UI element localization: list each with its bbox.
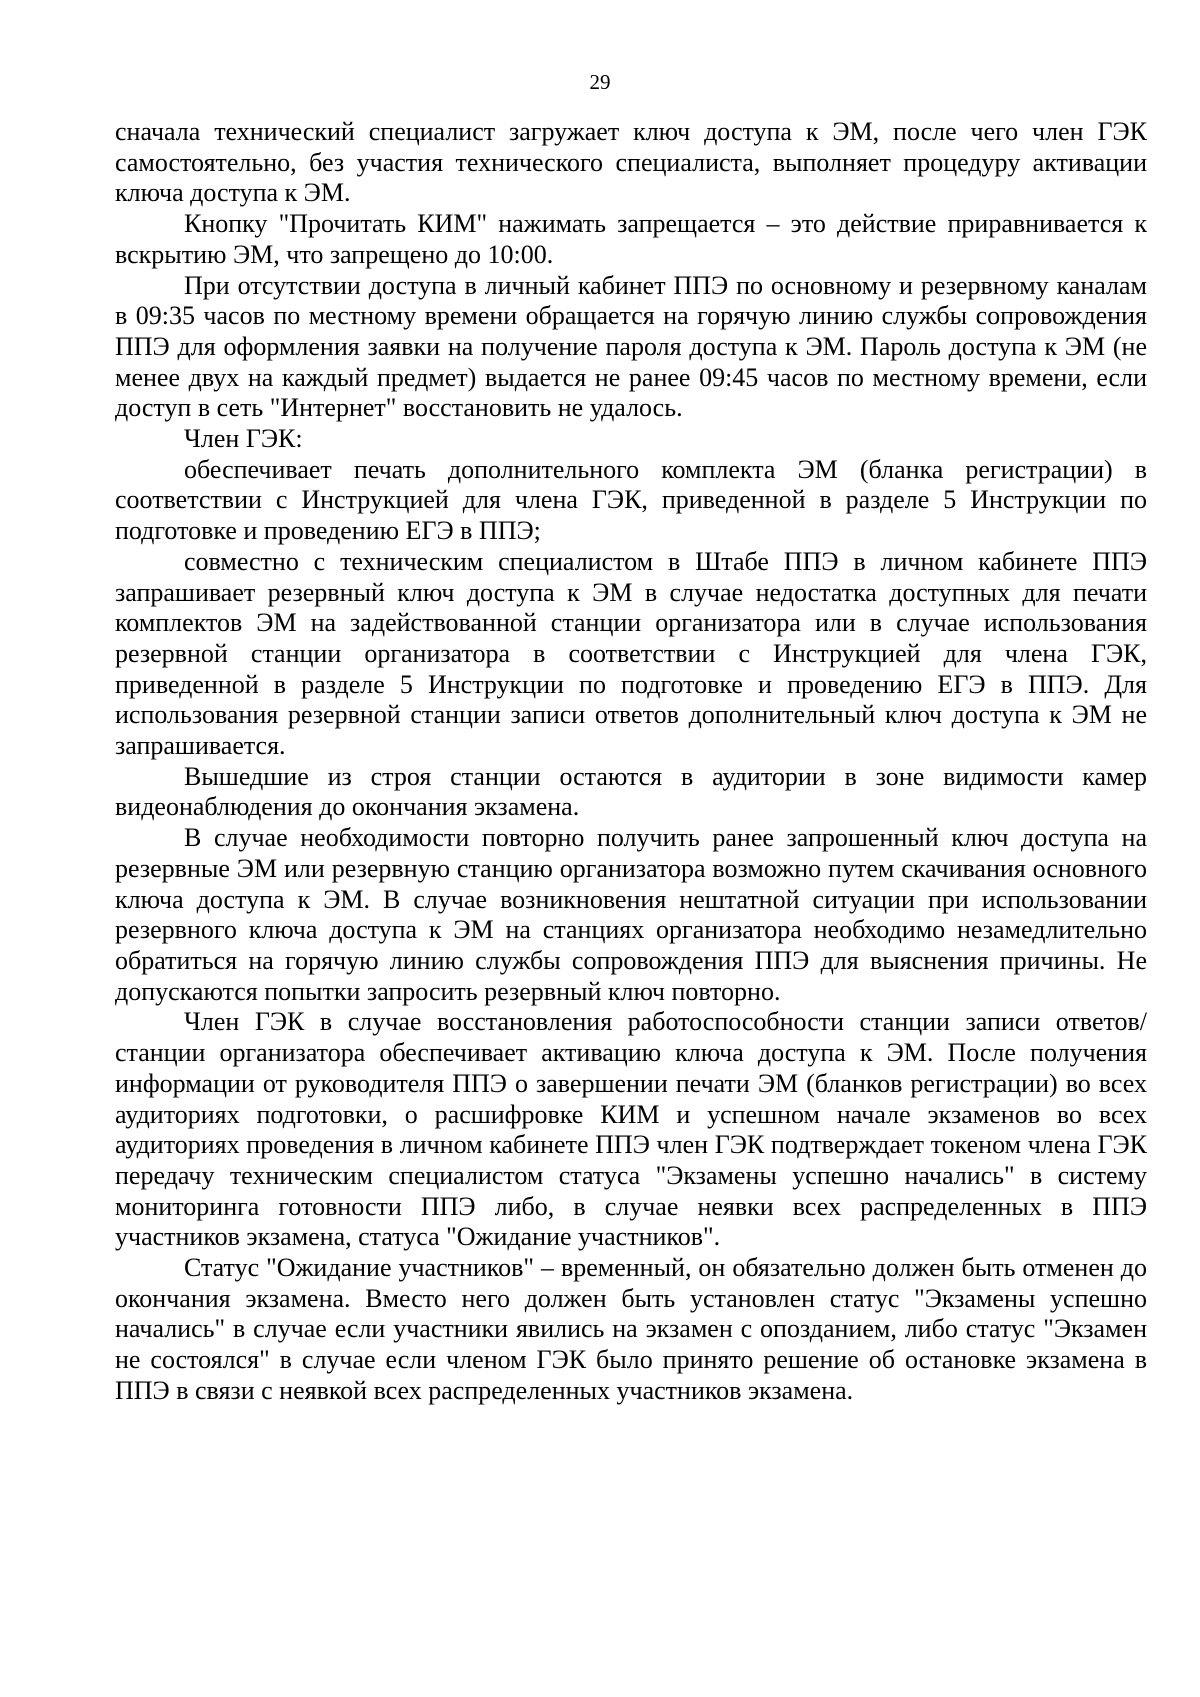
document-body bbox=[115, 117, 1147, 1407]
paragraph: Член ГЭК: bbox=[184, 424, 303, 454]
paragraph: В случае необходимости повторно получить ранее запрошенный ключ доступа на резервные ЭМ или резервную станцию организатора возможно путем скачивания основного ключа доступа к ЭМ. В случае возникновения нештатной ситуации при использовании резервного ключа доступа к ЭМ на станциях организатора необходимо незамедлительно обратиться на горячую линию службы сопровождения ППЭ для выяснения причины. Не допускаются попытки запросить резервный ключ повторно. bbox=[115, 823, 1147, 1006]
paragraph: совместно с техническим специалистом в Штабе ППЭ в личном кабинете ППЭ запрашивает резервный ключ доступа к ЭМ в случае недостатка доступных для печати комплектов ЭМ на задействованной станции организатора или в случае использования резервной станции организатора в соответствии с Инструкцией для члена ГЭК, приведенной в разделе 5 Инструкции по подготовке и проведению ЕГЭ в ППЭ. Для использования резервной станции записи ответов дополнительный ключ доступа к ЭМ не запрашивается. bbox=[115, 546, 1147, 761]
paragraph: обеспечивает печать дополнительного комплекта ЭМ (бланка регистрации) в соответствии с Инструкцией для члена ГЭК, приведенной в разделе 5 Инструкции по подготовке и проведению ЕГЭ в ППЭ; bbox=[115, 454, 1147, 546]
paragraph: При отсутствии доступа в личный кабинет ППЭ по основному и резервному каналам в 09:35 часов по местному времени обращается на горячую линию службы сопровождения ППЭ для оформления заявки на получение пароля доступа к ЭМ. Пароль доступа к ЭМ (не менее двух на каждый предмет) выдается не ранее 09:45 часов по местному времени, если доступ в сеть "Интернет" восстановить не удалось. bbox=[115, 270, 1147, 423]
paragraph: сначала технический специалист загружает ключ доступа к ЭМ, после чего член ГЭК самостоятельно, без участия технического специалиста, выполняет процедуру активации ключа доступа к ЭМ. bbox=[115, 117, 1147, 208]
paragraph: Кнопку "Прочитать КИМ" нажимать запрещается – это действие приравнивается к вскрытию ЭМ, что запрещено до 10:00. bbox=[115, 209, 1147, 269]
paragraph: Статус "Ожидание участников" – временный, он обязательно должен быть отменен до окончания экзамена. Вместо него должен быть установлен статус "Экзамены успешно начались" в случае если участники явились на экзамен с опозданием, либо статус "Экзамен не состоялся" в случае если членом ГЭК было принято решение об остановке экзамена в ППЭ в связи с неявкой всех распределенных участников экзамена. bbox=[115, 1253, 1147, 1405]
paragraph: Вышедшие из строя станции остаются в аудитории в зоне видимости камер видеонаблюдения до окончания экзамена. bbox=[115, 761, 1147, 822]
page-number: 29 bbox=[589, 70, 611, 94]
paragraph: Член ГЭК в случае восстановления работоспособности станции записи ответов/станции организатора обеспечивает активацию ключа доступа к ЭМ. После получения информации от руководителя ППЭ о завершении печати ЭМ (бланков регистрации) во всех аудиториях подготовки, о расшифровке КИМ и успешном начале экзаменов во всех аудиториях проведения в личном кабинете ППЭ член ГЭК подтверждает токеном члена ГЭК передачу техническим специалистом статуса "Экзамены успешно начались" в систему мониторинга готовности ППЭ либо, в случае неявки всех распределенных в ППЭ участников экзамена, статуса "Ожидание участников". bbox=[115, 1007, 1147, 1252]
